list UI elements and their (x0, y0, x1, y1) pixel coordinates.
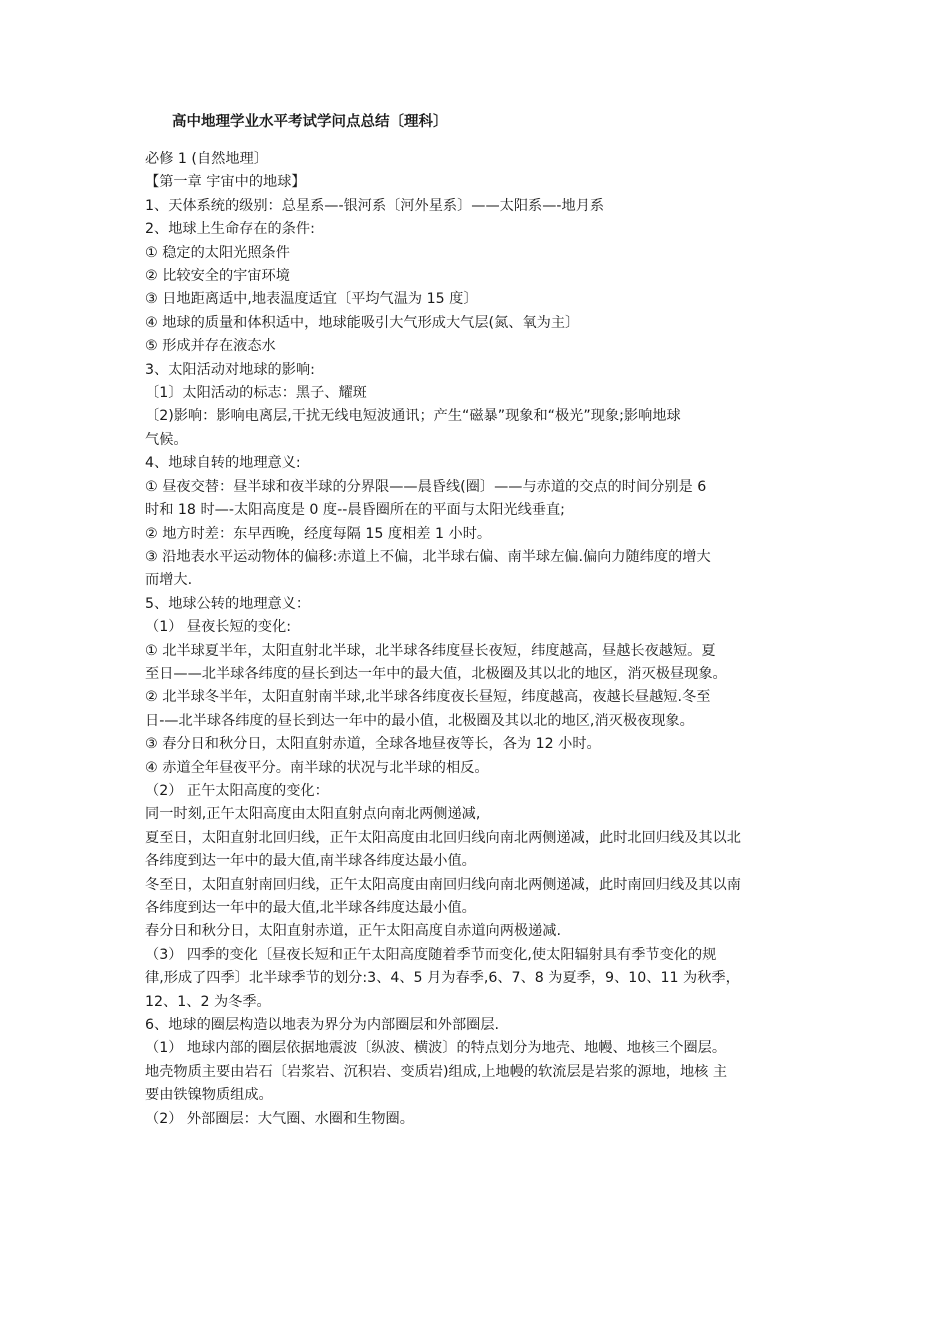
text-line: 1、天体系统的级别：总星系—-银河系〔河外星系〕——太阳系—-地月系 (145, 197, 605, 214)
text-line: ③ 沿地表水平运动物体的偏移:赤道上不偏，北半球右偏、南半球左偏.偏向力随纬度的增大 (145, 548, 711, 565)
text-line: ① 昼夜交替：昼半球和夜半球的分界限——晨昏线(圈〕——与赤道的交点的时间分别是 6 (145, 478, 707, 495)
text-line: 要由铁镍物质组成。 (145, 1087, 273, 1104)
text-line: 夏至日，太阳直射北回归线，正午太阳高度由北回归线向南北两侧递减，此时北回归线及其以北 (145, 829, 741, 846)
text-line: ③ 春分日和秋分日，太阳直射赤道，全球各地昼夜等长，各为 12 小时。 (145, 736, 601, 753)
text-line: （3） 四季的变化〔昼夜长短和正午太阳高度随着季节而变化,使太阳辐射具有季节变化的规 (145, 946, 717, 963)
text-line: ⑤ 形成并存在液态水 (145, 338, 276, 355)
text-line: 各纬度到达一年中的最大值,北半球各纬度达最小值。 (145, 900, 476, 916)
text-line: 〔1〕太阳活动的标志：黑子、耀斑 (145, 385, 367, 402)
text-line: 气候。 (145, 431, 188, 448)
text-line: 【第一章 宇宙中的地球】 (145, 174, 306, 191)
text-line: ④ 赤道全年昼夜平分。南半球的状况与北半球的相反。 (145, 759, 489, 776)
text-line: 5、地球公转的地理意义： (145, 595, 311, 612)
text-line: （1） 地球内部的圈层依据地震波〔纵波、横波〕的特点划分为地壳、地幔、地核三个圈层。 (145, 1040, 727, 1057)
text-line: ① 稳定的太阳光照条件 (145, 244, 290, 261)
text-line: 而增大. (145, 572, 193, 589)
text-line: ② 比较安全的宇宙环境 (145, 268, 290, 285)
text-line: 律,形成了四季〕北半球季节的划分:3、4、5 月为春季,6、7、8 为夏季，9、10、11 为秋季， (145, 970, 740, 987)
text-line: 4、地球自转的地理意义: (145, 455, 301, 472)
text-line: （2） 正午太阳高度的变化： (145, 782, 329, 799)
text-line: ② 地方时差：东早西晚，经度每隔 15 度相差 1 小时。 (145, 525, 492, 542)
text-line: 春分日和秋分日，太阳直射赤道，正午太阳高度自赤道向两极递减. (145, 923, 561, 940)
text-line: 必修 1 (自然地理〕 (145, 151, 268, 167)
text-line: 2、地球上生命存在的条件: (145, 221, 315, 238)
text-line: 日-—北半球各纬度的昼长到达一年中的最小值，北极圈及其以北的地区,消灭极夜现象。 (145, 712, 694, 729)
text-line: ① 北半球夏半年，太阳直射北半球，北半球各纬度昼长夜短，纬度越高，昼越长夜越短。夏 (145, 642, 716, 659)
text-line: 12、1、2 为冬季。 (145, 993, 271, 1010)
text-line: 地壳物质主要由岩石〔岩浆岩、沉积岩、变质岩)组成,上地幔的软流层是岩浆的源地，地核 主 (145, 1063, 728, 1080)
text-line: 时和 18 时—-太阳高度是 0 度--晨昏圈所在的平面与太阳光线垂直; (145, 502, 565, 519)
text-line: 〔2)影响：影响电离层,干扰无线电短波通讯；产生“磁暴”现象和“极光”现象;影响地球 (145, 408, 681, 425)
text-line: 冬至日，太阳直射南回归线，正午太阳高度由南回归线向南北两侧递减，此时南回归线及其以南 (145, 876, 741, 893)
text-line: 同一时刻,正午太阳高度由太阳直射点向南北两侧递减, (145, 806, 481, 823)
text-line: ② 北半球冬半年，太阳直射南半球,北半球各纬度夜长昼短，纬度越高，夜越长昼越短.冬至 (145, 689, 711, 706)
text-line: （1） 昼夜长短的变化: (145, 619, 292, 636)
text-line: 各纬度到达一年中的最大值,南半球各纬度达最小值。 (145, 853, 476, 870)
text-line: 至日——北半球各纬度的昼长到达一年中的最大值，北极圈及其以北的地区，消灭极昼现象。 (145, 665, 727, 682)
text-line: 6、地球的圈层构造以地表为界分为内部圈层和外部圈层. (145, 1017, 500, 1034)
text-line: （2） 外部圈层：大气圈、水圈和生物圈。 (145, 1110, 414, 1127)
document-title: 高中地理学业水平考试学问点总结〔理科〕 (172, 114, 448, 130)
text-line: ③ 日地距离适中,地表温度适宜〔平均气温为 15 度〕 (145, 291, 478, 308)
document-body (145, 148, 810, 1131)
text-line: ④ 地球的质量和体积适中，地球能吸引大气形成大气层(氮、氧为主〕 (145, 314, 580, 331)
text-line: 3、太阳活动对地球的影响: (145, 361, 315, 378)
